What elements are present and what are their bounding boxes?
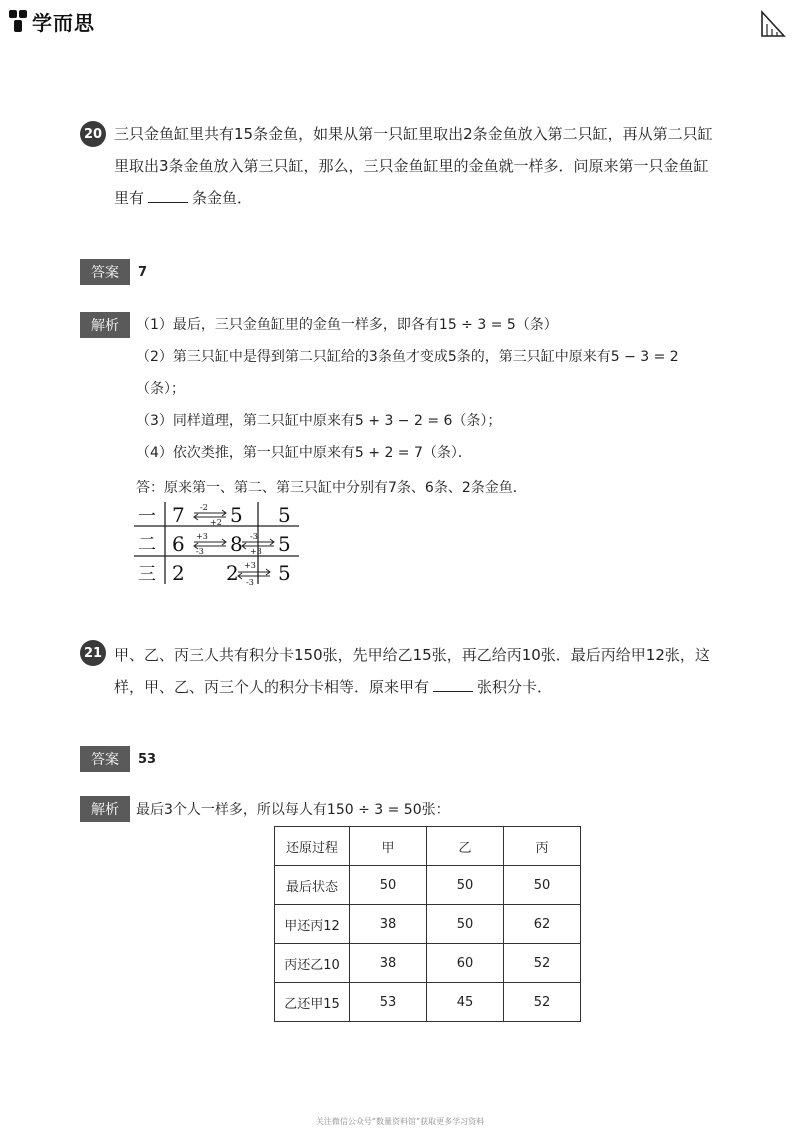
logo-text: 学而思	[32, 10, 95, 35]
sketch-row-label: 一	[138, 506, 156, 527]
table-cell: 丙还乙10	[275, 944, 350, 983]
table-header-cell: 丙	[504, 827, 581, 866]
sketch-row-label: 二	[138, 534, 156, 555]
solution-step: （3）同样道理，第二只缸中原来有5 + 3 − 2 = 6（条）；	[136, 413, 502, 429]
sketch-arrow-label: +2	[210, 518, 222, 527]
analysis-tag: 解析	[80, 312, 130, 338]
question-line: 三只金鱼缸里共有15条金鱼，如果从第一只缸里取出2条金鱼放入第二只缸，再从第二只缸	[114, 125, 713, 143]
question-21-text	[114, 639, 710, 703]
answer-blank	[433, 673, 473, 692]
logo-mark-icon	[8, 9, 28, 33]
reasoning-sketch	[134, 500, 304, 586]
table-cell: 50	[350, 866, 427, 905]
sketch-row-label: 三	[138, 564, 156, 585]
table-header-cell: 甲	[350, 827, 427, 866]
table-cell: 最后状态	[275, 866, 350, 905]
footer-note: 关注微信公众号“数量资料馆”获取更多学习资料	[315, 1117, 485, 1126]
sketch-value: 2	[226, 561, 239, 585]
table-cell: 52	[504, 983, 581, 1022]
table-row	[275, 983, 581, 1022]
question-number-badge: 20	[80, 121, 106, 147]
sketch-value: 5	[278, 561, 291, 585]
table-row	[275, 944, 581, 983]
analysis-text: 最后3个人一样多，所以每人有150 ÷ 3 = 50张：	[136, 802, 450, 818]
sketch-arrow-label: -3	[250, 532, 258, 541]
solution-step: （1）最后，三只金鱼缸里的金鱼一样多，即各有15 ÷ 3 = 5（条）	[136, 317, 558, 333]
question-number-badge: 21	[80, 640, 106, 666]
answer-value: 7	[138, 265, 148, 280]
sketch-value: 5	[230, 503, 243, 527]
table-cell: 50	[504, 866, 581, 905]
answer-blank	[148, 184, 188, 203]
sketch-arrow-label: +3	[244, 561, 256, 570]
table-cell: 38	[350, 944, 427, 983]
solution-step: （条）；	[136, 381, 185, 397]
solution-step: （4）依次类推，第一只缸中原来有5 + 2 = 7（条）．	[136, 445, 472, 461]
answer-tag: 答案	[80, 259, 130, 285]
sketch-value: 2	[172, 561, 185, 585]
sketch-value: 5	[278, 532, 291, 556]
table-cell: 52	[504, 944, 581, 983]
sketch-value: 7	[172, 503, 185, 527]
table-header-row	[275, 827, 581, 866]
sketch-value: 8	[230, 532, 243, 556]
answer-value: 53	[138, 752, 157, 767]
table-row	[275, 866, 581, 905]
table-header-cell: 乙	[427, 827, 504, 866]
table-cell: 50	[427, 866, 504, 905]
question-line: 里有 条金鱼．	[114, 182, 713, 214]
sketch-value: 6	[172, 532, 185, 556]
ruler-triangle-icon	[760, 10, 786, 38]
table-cell: 60	[427, 944, 504, 983]
question-20-text	[114, 118, 713, 214]
table-cell: 62	[504, 905, 581, 944]
table-cell: 53	[350, 983, 427, 1022]
solution-step: （2）第三只缸中是得到第二只缸给的3条鱼才变成5条的，第三只缸中原来有5 − 3 = 2	[136, 349, 679, 365]
solution-conclusion: 答：原来第一、第二、第三只缸中分别有7条、6条、2条金鱼．	[136, 480, 527, 496]
table-cell: 38	[350, 905, 427, 944]
question-line: 甲、乙、丙三人共有积分卡150张，先甲给乙15张，再乙给丙10张．最后丙给甲12张，这	[114, 646, 710, 664]
table-cell: 50	[427, 905, 504, 944]
table-cell: 45	[427, 983, 504, 1022]
sketch-value: 5	[278, 503, 291, 527]
sketch-arrow-label: -3	[246, 578, 254, 586]
question-line: 样，甲、乙、丙三个人的积分卡相等．原来甲有 张积分卡．	[114, 671, 710, 703]
answer-tag: 答案	[80, 746, 130, 772]
table-row	[275, 905, 581, 944]
table-header-cell: 还原过程	[275, 827, 350, 866]
table-cell: 乙还甲15	[275, 983, 350, 1022]
brand-logo	[8, 6, 95, 36]
sketch-arrow-label: +3	[196, 532, 208, 541]
analysis-tag: 解析	[80, 796, 130, 822]
table-cell: 甲还丙12	[275, 905, 350, 944]
sketch-arrow-label: -2	[200, 503, 208, 512]
sketch-arrow-label: -3	[196, 547, 204, 556]
reverse-process-table	[274, 826, 581, 1022]
question-line: 里取出3条金鱼放入第三只缸，那么，三只金鱼缸里的金鱼就一样多．问原来第一只金鱼缸	[114, 157, 709, 175]
sketch-arrow-label: +3	[250, 547, 262, 556]
